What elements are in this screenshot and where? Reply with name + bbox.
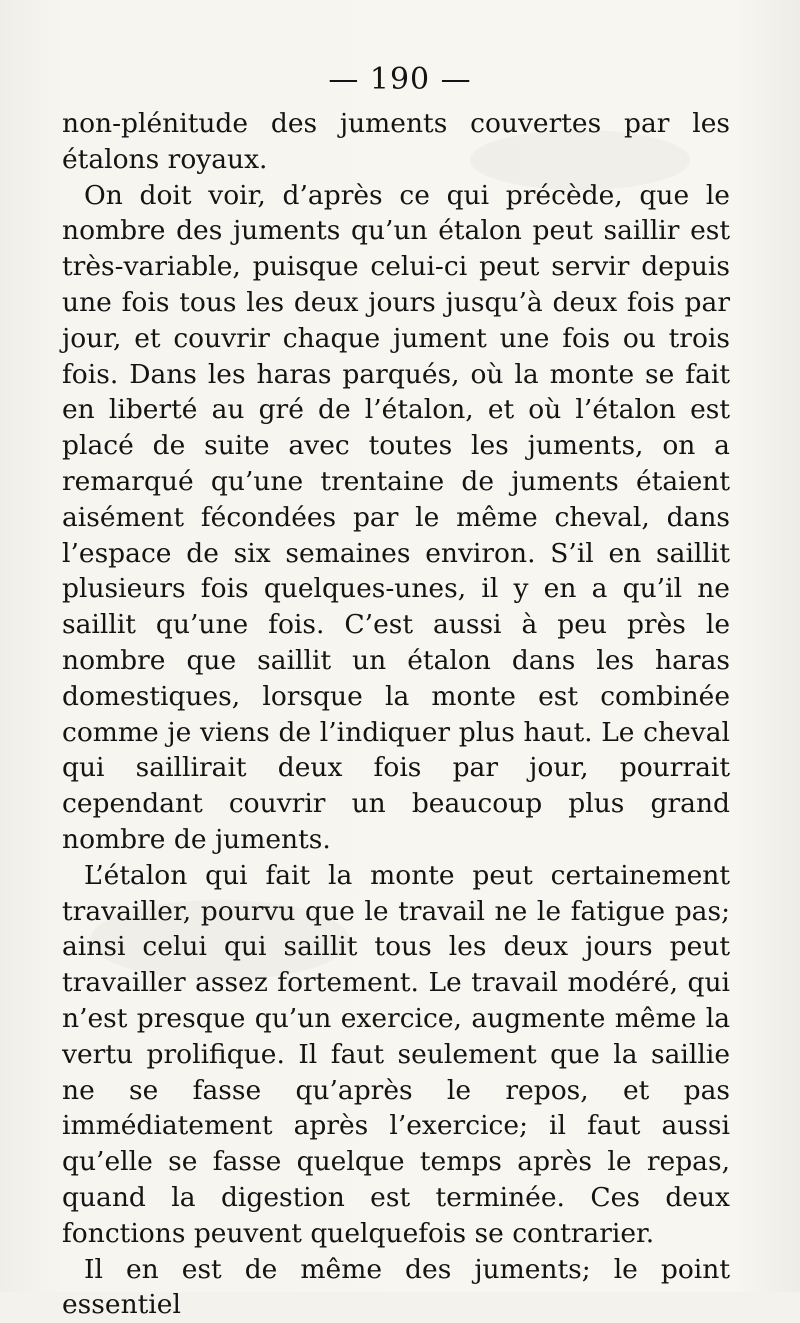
paragraph: non-plénitude des juments couvertes par les étalons royaux. <box>62 106 730 178</box>
paragraph: L’étalon qui fait la monte peut certainement travailler, pourvu que le travail ne le fatigue pas; ainsi celui qui saillit tous les deux jours peut travailler assez fortement. Le travail modéré, qui n’est presque qu’un exercice, augmente même la vertu prolifique. Il faut seulement que la saillie ne se fasse qu’après le repos, et pas immédiatement après l’exercice; il faut aussi qu’elle se fasse quelque temps après le repas, quand la digestion est terminée. Ces deux fonctions peuvent quelquefois se contrarier. <box>62 858 730 1252</box>
paragraph: Il en est de même des juments; le point essentiel <box>62 1252 730 1323</box>
page-number: — 190 — <box>0 62 800 97</box>
body-text <box>62 106 730 1323</box>
paragraph: On doit voir, d’après ce qui précède, que le nombre des juments qu’un étalon peut saillir est très-variable, puisque celui-ci peut servir depuis une fois tous les deux jours jusqu’à deux fois par jour, et couvrir chaque jument une fois ou trois fois. Dans les haras parqués, où la monte se fait en liberté au gré de l’étalon, et où l’étalon est placé de suite avec toutes les juments, on a remarqué qu’une trentaine de juments étaient aisément fécondées par le même cheval, dans l’espace de six semaines environ. S’il en saillit plusieurs fois quelques-unes, il y en a qu’il ne saillit qu’une fois. C’est aussi à peu près le nombre que saillit un étalon dans les haras domestiques, lorsque la monte est combinée comme je viens de l’indiquer plus haut. Le cheval qui saillirait deux fois par jour, pourrait cependant couvrir un beaucoup plus grand nombre de juments. <box>62 178 730 858</box>
